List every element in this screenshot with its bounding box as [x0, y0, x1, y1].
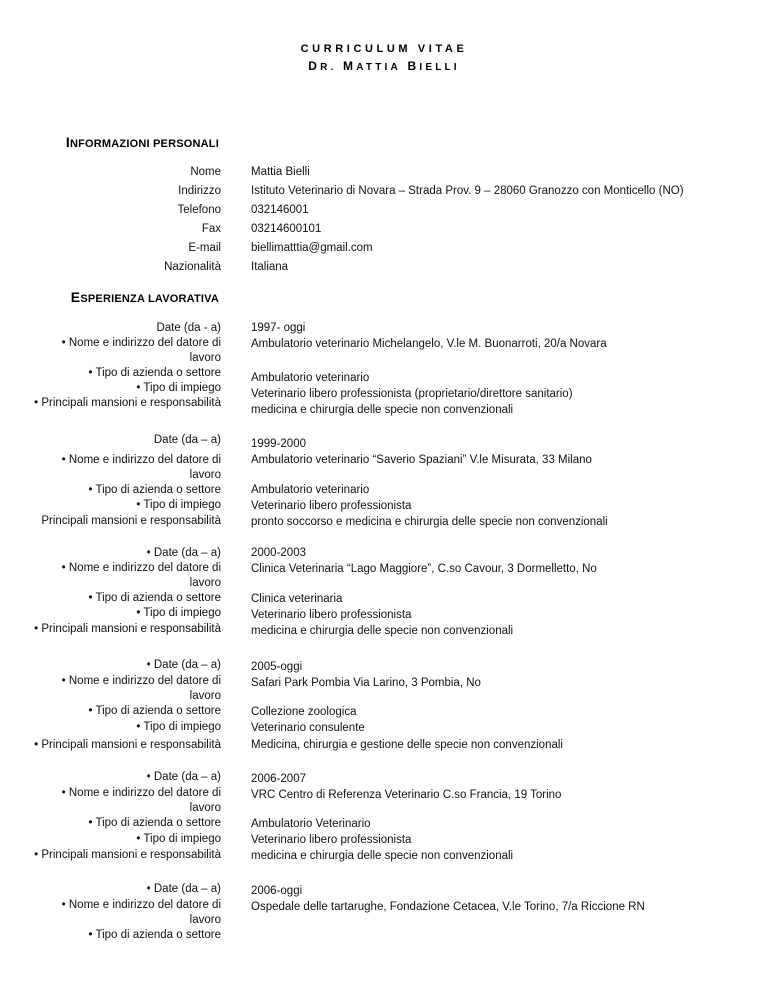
- entry-label: • Nome e indirizzo del datore di: [61, 562, 221, 574]
- entry-label: • Date (da – a): [146, 547, 221, 559]
- personal-label: Telefono: [177, 204, 221, 216]
- entry-label: • Nome e indirizzo del datore di: [61, 675, 221, 687]
- entry-value: 2006-oggi: [251, 885, 303, 897]
- entry-value: Medicina, chirurgia e gestione delle specie non convenzionali: [251, 739, 563, 751]
- entry-value: Clinica veterinaria: [251, 593, 343, 605]
- entry-label: lavoro: [189, 352, 221, 364]
- entry-label: Date (da – a): [153, 434, 221, 446]
- entry-label: • Principali mansioni e responsabilità: [34, 849, 221, 861]
- entry-label: lavoro: [189, 577, 221, 589]
- entry-value: Ospedale delle tartarughe, Fondazione Cetacea, V.le Torino, 7/a Riccione RN: [251, 901, 645, 913]
- entry-value: Veterinario libero professionista: [251, 834, 412, 846]
- entry-value: Veterinario libero professionista: [251, 500, 412, 512]
- entry-value: pronto soccorso e medicina e chirurgia delle specie non convenzionali: [251, 516, 608, 528]
- entry-label: Date (da - a): [156, 322, 221, 334]
- personal-value: 03214600101: [251, 223, 322, 235]
- experience-entry: [0, 546, 768, 646]
- entry-label: • Nome e indirizzo del datore di: [61, 899, 221, 911]
- entry-label: • Tipo di impiego: [136, 833, 221, 845]
- entry-label: • Tipo di azienda o settore: [88, 705, 221, 717]
- entry-label: • Tipo di azienda o settore: [88, 592, 221, 604]
- entry-label: • Principali mansioni e responsabilità: [34, 739, 221, 751]
- entry-label: lavoro: [189, 690, 221, 702]
- document-title: CURRICULUM VITAE: [300, 43, 468, 55]
- entry-value: medicina e chirurgia delle specie non convenzionali: [251, 850, 514, 862]
- personal-label: E-mail: [188, 242, 221, 254]
- entry-label: • Tipo di impiego: [136, 607, 221, 619]
- name-last: BIELLI: [407, 59, 460, 73]
- experience-entry: [0, 658, 768, 758]
- experience-entry: [0, 433, 768, 533]
- personal-value: Istituto Veterinario di Novara – Strada Prov. 9 – 28060 Granozzo con Monticello (NO): [251, 185, 684, 197]
- entry-value: Clinica Veterinaria “Lago Maggiore”, C.so Cavour, 3 Dormelletto, No: [251, 563, 597, 575]
- entry-value: Ambulatorio veterinario “Saverio Spaziani” V.le Misurata, 33 Milano: [251, 454, 592, 466]
- entry-label: • Tipo di azienda o settore: [88, 929, 221, 941]
- experience-heading: ESPERIENZA LAVORATIVA: [70, 289, 219, 305]
- personal-value: 032146001: [251, 204, 309, 216]
- name-first: MATTIA: [343, 59, 401, 73]
- personal-value: Mattia Bielli: [251, 166, 310, 178]
- entry-label: lavoro: [189, 469, 221, 481]
- entry-label: • Date (da – a): [146, 771, 221, 783]
- entry-value: 1997- oggi: [251, 322, 306, 334]
- entry-value: medicina e chirurgia delle specie non convenzionali: [251, 404, 514, 416]
- personal-label: Fax: [201, 223, 221, 235]
- entry-value: Safari Park Pombia Via Larino, 3 Pombia, No: [251, 677, 481, 689]
- entry-value: Ambulatorio veterinario: [251, 372, 370, 384]
- entry-label: • Nome e indirizzo del datore di: [61, 787, 221, 799]
- entry-label: • Tipo di azienda o settore: [88, 484, 221, 496]
- personal-info-heading: INFORMAZIONI PERSONALI: [65, 134, 219, 150]
- experience-entry: [0, 882, 768, 942]
- entry-label: • Tipo di impiego: [136, 382, 221, 394]
- experience-entry: [0, 321, 768, 421]
- doctor-name: [0, 59, 768, 73]
- entry-value: VRC Centro di Referenza Veterinario C.so Francia, 19 Torino: [251, 789, 562, 801]
- entry-value: Ambulatorio Veterinario: [251, 818, 371, 830]
- entry-label: • Tipo di azienda o settore: [88, 367, 221, 379]
- entry-label: • Date (da – a): [146, 883, 221, 895]
- entry-value: Ambulatorio veterinario Michelangelo, V.le M. Buonarroti, 20/a Novara: [251, 338, 607, 350]
- personal-value: Italiana: [251, 261, 289, 273]
- name-prefix: DR.: [308, 59, 337, 73]
- entry-label: lavoro: [189, 914, 221, 926]
- entry-value: 1999-2000: [251, 438, 306, 450]
- entry-label: • Tipo di azienda o settore: [88, 817, 221, 829]
- entry-value: Veterinario consulente: [251, 722, 365, 734]
- entry-value: medicina e chirurgia delle specie non convenzionali: [251, 625, 514, 637]
- entry-label: • Nome e indirizzo del datore di: [61, 454, 221, 466]
- entry-value: 2005-oggi: [251, 661, 303, 673]
- entry-value: 2006-2007: [251, 773, 306, 785]
- entry-value: Veterinario libero professionista (proprietario/direttore sanitario): [251, 388, 573, 400]
- entry-value: Ambulatorio veterinario: [251, 484, 370, 496]
- entry-label: • Nome e indirizzo del datore di: [61, 337, 221, 349]
- entry-label: • Principali mansioni e responsabilità: [34, 397, 221, 409]
- entry-value: 2000-2003: [251, 547, 306, 559]
- entry-label: • Tipo di impiego: [136, 721, 221, 733]
- entry-label: • Principali mansioni e responsabilità: [34, 623, 221, 635]
- entry-label: • Date (da – a): [146, 659, 221, 671]
- entry-label: lavoro: [189, 802, 221, 814]
- personal-label: Indirizzo: [178, 185, 221, 197]
- personal-value: biellimatttia@gmail.com: [251, 242, 373, 254]
- experience-entry: [0, 770, 768, 870]
- personal-label: Nazionalità: [164, 261, 221, 273]
- personal-label: Nome: [190, 166, 221, 178]
- entry-label: • Tipo di impiego: [136, 499, 221, 511]
- entry-value: Veterinario libero professionista: [251, 609, 412, 621]
- entry-label: Principali mansioni e responsabilità: [41, 515, 221, 527]
- entry-value: Collezione zoologica: [251, 706, 357, 718]
